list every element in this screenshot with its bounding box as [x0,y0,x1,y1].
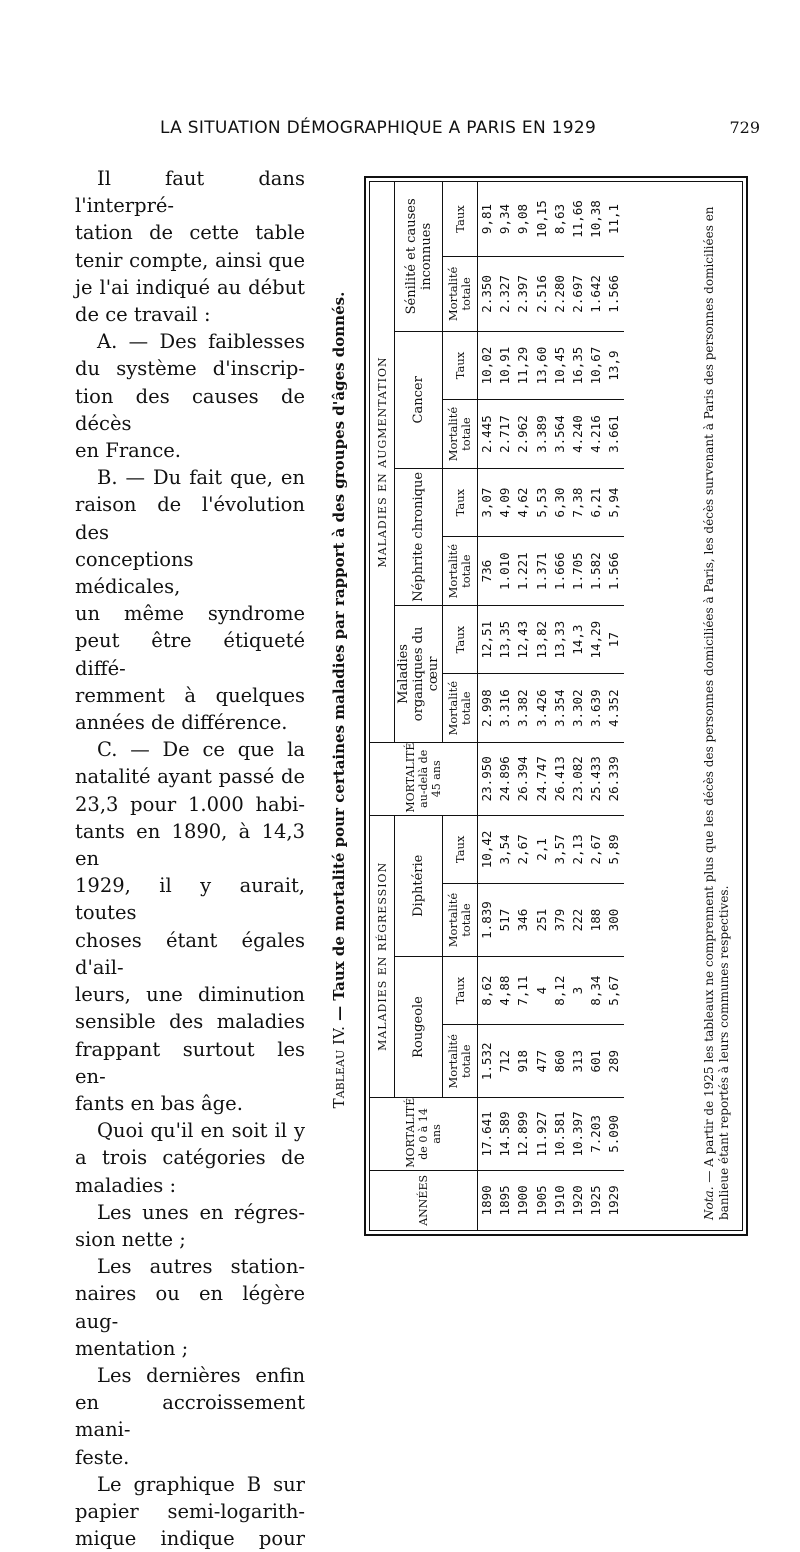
text-line: Les unes en régres- [97,1200,305,1224]
text-line: C. — De ce que la [97,738,305,762]
text-line: feste. [75,1445,130,1469]
col-mort-totale: Mortalité totale [443,674,478,743]
text-line: peut être étiqueté diffé- [75,629,305,680]
text-line: papier semi-logarith- [75,1499,305,1523]
table-cell-senilite-taux: 9,34 [496,182,514,257]
col-taux: Taux [443,331,478,400]
table-cell-senilite-mort: 2.397 [514,257,532,332]
running-title: LA SITUATION DÉMOGRAPHIQUE A PARIS EN 1929 [160,118,597,138]
table-cell-cardiaque-taux: 14,3 [569,605,587,674]
table-cell-diphterie-taux: 2,13 [569,815,587,884]
table-cell-mort-45: 23.950 [478,742,497,815]
table-cell-rougeole-mort: 601 [587,1025,605,1098]
col-mort-totale: Mortalité totale [443,400,478,469]
table-cell-years: 1925 [587,1170,605,1230]
table-cell-nephrite-mort: 1.666 [551,537,569,606]
table-cell-cancer-mort: 2.962 [514,400,532,469]
col-taux: Taux [443,182,478,257]
table-cell-senilite-mort: 1.566 [605,257,623,332]
table-cell-years: 1890 [478,1170,497,1230]
text-line: Il faut dans l'interpré- [75,167,305,218]
group-augmentation-header: MALADIES EN AUGMENTATION [370,182,395,742]
table-cell-cancer-mort: 3.661 [605,400,623,469]
table-cell-cancer-taux: 10,45 [551,331,569,400]
table-cell-cardiaque-taux: 17 [605,605,623,674]
table-cell-senilite-mort: 2.697 [569,257,587,332]
table-cell-nephrite-taux: 6,21 [587,468,605,537]
text-line: mique indique pour [75,1527,305,1551]
table-cell-cardiaque-taux: 12,51 [478,605,497,674]
table-cell-mort-45: 26.413 [551,742,569,815]
table-cell-nephrite-taux: 4,09 [496,468,514,537]
table-frame [364,176,748,1236]
table-cell-cancer-mort: 2.717 [496,400,514,469]
table-cell-cancer-mort: 4.216 [587,400,605,469]
table-cell-rougeole-taux: 4,88 [496,956,514,1025]
table-cell-diphterie-taux: 2,67 [587,815,605,884]
table-cell-nephrite-mort: 1.566 [605,537,623,606]
table-cell-diphterie-mort: 1.839 [478,884,497,957]
table-cell-diphterie-taux: 3,54 [496,815,514,884]
text-line: maladies : [75,1173,177,1197]
table-row [605,182,623,1230]
table-cell-mort-45: 25.433 [587,742,605,815]
table-cell-senilite-mort: 1.642 [587,257,605,332]
table-cell-senilite-mort: 2.516 [533,257,551,332]
table-cell-cardiaque-mort: 4.352 [605,674,623,743]
col-years-header: ANNÉES [370,1170,478,1230]
group-regression-header: MALADIES EN RÉGRESSION [370,815,395,1097]
text-line: remment à quelques [75,683,305,707]
table-row [569,182,587,1230]
table-cell-cardiaque-mort: 3.639 [587,674,605,743]
table-cell-diphterie-taux: 3,57 [551,815,569,884]
table-cell-diphterie-taux: 2,67 [514,815,532,884]
table-cell-mort-45: 24.896 [496,742,514,815]
rotated-table-box [370,182,742,1230]
table-cell-mort-0-14: 14.589 [496,1098,514,1171]
table-cell-years: 1900 [514,1170,532,1230]
table-cell-diphterie-mort: 222 [569,884,587,957]
table-cell-rougeole-mort: 712 [496,1025,514,1098]
table-cell-rougeole-taux: 8,62 [478,956,497,1025]
table-cell-rougeole-mort: 289 [605,1025,623,1098]
table-note [700,186,734,1226]
text-line: tation de cette table [75,221,305,245]
table-cell-cancer-taux: 13,9 [605,331,623,400]
rotated-table [370,182,742,1230]
note-wrap [694,186,740,1226]
table-row [514,182,532,1230]
table-cell-cardiaque-taux: 13,35 [496,605,514,674]
table-cell-nephrite-mort: 1.371 [533,537,551,606]
text-line: conceptions médicales, [75,547,194,599]
table-cell-mort-45: 26.394 [514,742,532,815]
text-line: je l'ai indiqué au début [75,275,305,299]
table-cell-senilite-taux: 10,15 [533,182,551,257]
table-cell-rougeole-mort: 313 [569,1025,587,1098]
disease-cardiaque-header: Maladies organiques du cœur [395,605,443,742]
table-cell-diphterie-mort: 188 [587,884,605,957]
text-line: frappant surtout les en- [75,1037,305,1088]
body-text [75,165,305,1552]
table-cell-senilite-mort: 2.327 [496,257,514,332]
table-cell-diphterie-mort: 346 [514,884,532,957]
table-cell-nephrite-taux: 4,62 [514,468,532,537]
disease-diphterie-header: Diphtérie [395,815,443,956]
table-cell-senilite-taux: 8,63 [551,182,569,257]
text-line: Les autres station- [97,1255,305,1279]
table-cell-rougeole-mort: 477 [533,1025,551,1098]
text-line: en accroissement mani- [75,1391,305,1442]
col-taux: Taux [443,605,478,674]
table-cell-cardiaque-taux: 13,33 [551,605,569,674]
disease-rougeole-header: Rougeole [395,956,443,1097]
table-cell-cardiaque-taux: 12,43 [514,605,532,674]
table-cell-cancer-mort: 3.389 [533,400,551,469]
table-cell-mort-0-14: 17.641 [478,1098,497,1171]
table-cell-cancer-taux: 10,91 [496,331,514,400]
table-row [533,182,551,1230]
table-cell-rougeole-taux: 3 [569,956,587,1025]
table-cell-mort-0-14: 11.927 [533,1098,551,1171]
table-caption-wrap [322,170,356,1230]
table-cell-rougeole-taux: 5,67 [605,956,623,1025]
table-cell-cancer-mort: 4.240 [569,400,587,469]
table-cell-senilite-taux: 11,1 [605,182,623,257]
note-text: — A partir de 1925 les tableaux ne comprennent plus que les décès des personnes domiciliées à Paris, les décès survenant à Paris des personnes domiciliées en banlieue étant reportés à leurs communes respectives. [702,206,731,1220]
col-mort-0-14-header: MORTALITÉ de 0 à 14 ans [370,1098,478,1171]
table-cell-cardiaque-mort: 3.316 [496,674,514,743]
table-cell-senilite-taux: 9,81 [478,182,497,257]
table-cell-cardiaque-mort: 3.302 [569,674,587,743]
text-line: fants en bas âge. [75,1091,243,1115]
table-cell-rougeole-taux: 7,11 [514,956,532,1025]
text-line: tants en 1890, à 14,3 en [75,819,305,871]
table-cell-senilite-taux: 11,66 [569,182,587,257]
table-cell-mort-0-14: 7.203 [587,1098,605,1171]
text-line: natalité ayant passé de [75,765,305,789]
text-line: Le graphique B sur [97,1472,305,1496]
table-cell-rougeole-mort: 1.532 [478,1025,497,1098]
table-cell-cardiaque-taux: 13,82 [533,605,551,674]
table-cell-cardiaque-mort: 2.998 [478,674,497,743]
disease-senilite-header: Sénilité et causes inconnues [395,182,443,331]
table-cell-nephrite-mort: 736 [478,537,497,606]
table-cell-cancer-taux: 13,60 [533,331,551,400]
table-cell-senilite-taux: 10,38 [587,182,605,257]
text-line: tenir compte, ainsi que [75,248,305,272]
table-cell-nephrite-taux: 5,94 [605,468,623,537]
text-line: choses étant égales d'ail- [75,928,305,979]
caption-label: Tableau IV. [330,1026,348,1109]
text-line: en France. [75,439,181,463]
table-cell-mort-45: 24.747 [533,742,551,815]
table-cell-mort-0-14: 10.397 [569,1098,587,1171]
text-line: A. — Des faiblesses [97,330,305,354]
text-line: sensible des maladies [75,1010,305,1034]
page-header [160,118,760,148]
table-cell-nephrite-mort: 1.010 [496,537,514,606]
col-mort-totale: Mortalité totale [443,1025,478,1098]
table-cell-years: 1929 [605,1170,623,1230]
table-row [496,182,514,1230]
table-cell-diphterie-mort: 251 [533,884,551,957]
text-line: de ce travail : [75,303,211,327]
caption-text: — Taux de mortalité pour certaines maladies par rapport à des groupes d'âges donnés. [330,291,348,1027]
table-cell-cardiaque-mort: 3.426 [533,674,551,743]
table-caption [330,170,348,1230]
table-cell-senilite-taux: 9,08 [514,182,532,257]
disease-nephrite-header: Néphrite chronique [395,468,443,605]
table-cell-cardiaque-mort: 3.354 [551,674,569,743]
table-cell-diphterie-taux: 10,42 [478,815,497,884]
table-cell-diphterie-mort: 517 [496,884,514,957]
table-cell-diphterie-mort: 379 [551,884,569,957]
col-taux: Taux [443,468,478,537]
col-mort-45-header: MORTALITÉ au-delà de 45 ans [370,742,478,815]
table-cell-rougeole-taux: 8,12 [551,956,569,1025]
table-cell-senilite-mort: 2.280 [551,257,569,332]
table-body [478,182,624,1230]
table-cell-diphterie-taux: 5,89 [605,815,623,884]
table-cell-years: 1910 [551,1170,569,1230]
col-mort-totale: Mortalité totale [443,884,478,957]
table-cell-cancer-taux: 10,02 [478,331,497,400]
table-cell-nephrite-taux: 3,07 [478,468,497,537]
disease-cancer-header: Cancer [395,331,443,468]
table-cell-diphterie-mort: 300 [605,884,623,957]
text-line: B. — Du fait que, en [97,466,305,490]
col-taux: Taux [443,956,478,1025]
table-cell-nephrite-taux: 6,30 [551,468,569,537]
table-cell-nephrite-mort: 1.582 [587,537,605,606]
table-cell-cardiaque-taux: 14,29 [587,605,605,674]
table-cell-mort-45: 23.082 [569,742,587,815]
table-inner [369,181,743,1231]
table-cell-cancer-mort: 2.445 [478,400,497,469]
page-number: 729 [729,118,760,137]
table-cell-cancer-taux: 16,35 [569,331,587,400]
mortality-table [370,182,624,1230]
table-cell-nephrite-taux: 5,53 [533,468,551,537]
text-line: Quoi qu'il en soit il y [97,1119,305,1143]
table-cell-mort-0-14: 12.899 [514,1098,532,1171]
text-line: leurs, une diminution [75,983,305,1007]
table-cell-nephrite-taux: 7,38 [569,468,587,537]
text-line: naires ou en légère aug- [75,1282,305,1333]
text-line: années de différence. [75,711,288,735]
table-cell-rougeole-mort: 860 [551,1025,569,1098]
text-line: sion nette ; [75,1227,186,1251]
table-cell-rougeole-mort: 918 [514,1025,532,1098]
table-cell-cancer-taux: 10,67 [587,331,605,400]
table-cell-mort-45: 26.339 [605,742,623,815]
text-line: un même syndrome [75,602,305,626]
table-cell-rougeole-taux: 8,34 [587,956,605,1025]
text-line: Les dernières enfin [97,1363,305,1387]
table-cell-years: 1905 [533,1170,551,1230]
table-cell-mort-0-14: 10.581 [551,1098,569,1171]
table-cell-senilite-mort: 2.350 [478,257,497,332]
table-cell-nephrite-mort: 1.705 [569,537,587,606]
table-cell-mort-0-14: 5.090 [605,1098,623,1171]
text-line: du système d'inscrip- [75,357,305,381]
table-cell-cardiaque-mort: 3.382 [514,674,532,743]
table-cell-nephrite-mort: 1.221 [514,537,532,606]
table-cell-rougeole-taux: 4 [533,956,551,1025]
text-line: a trois catégories de [75,1146,305,1170]
table-row [551,182,569,1230]
table-cell-years: 1920 [569,1170,587,1230]
col-mort-totale: Mortalité totale [443,537,478,606]
text-line: 23,3 pour 1.000 habi- [75,792,305,816]
text-line: tion des causes de décès [75,384,305,435]
text-line: 1929, il y aurait, toutes [75,874,305,925]
table-row [587,182,605,1230]
table-cell-cancer-taux: 11,29 [514,331,532,400]
table-cell-years: 1895 [496,1170,514,1230]
text-line: mentation ; [75,1336,189,1360]
col-taux: Taux [443,815,478,884]
col-mort-totale: Mortalité totale [443,257,478,332]
table-cell-cancer-mort: 3.564 [551,400,569,469]
note-label: Nota. [702,1186,716,1220]
table-row [478,182,497,1230]
table-cell-diphterie-taux: 2,1 [533,815,551,884]
text-line: raison de l'évolution des [75,493,305,544]
